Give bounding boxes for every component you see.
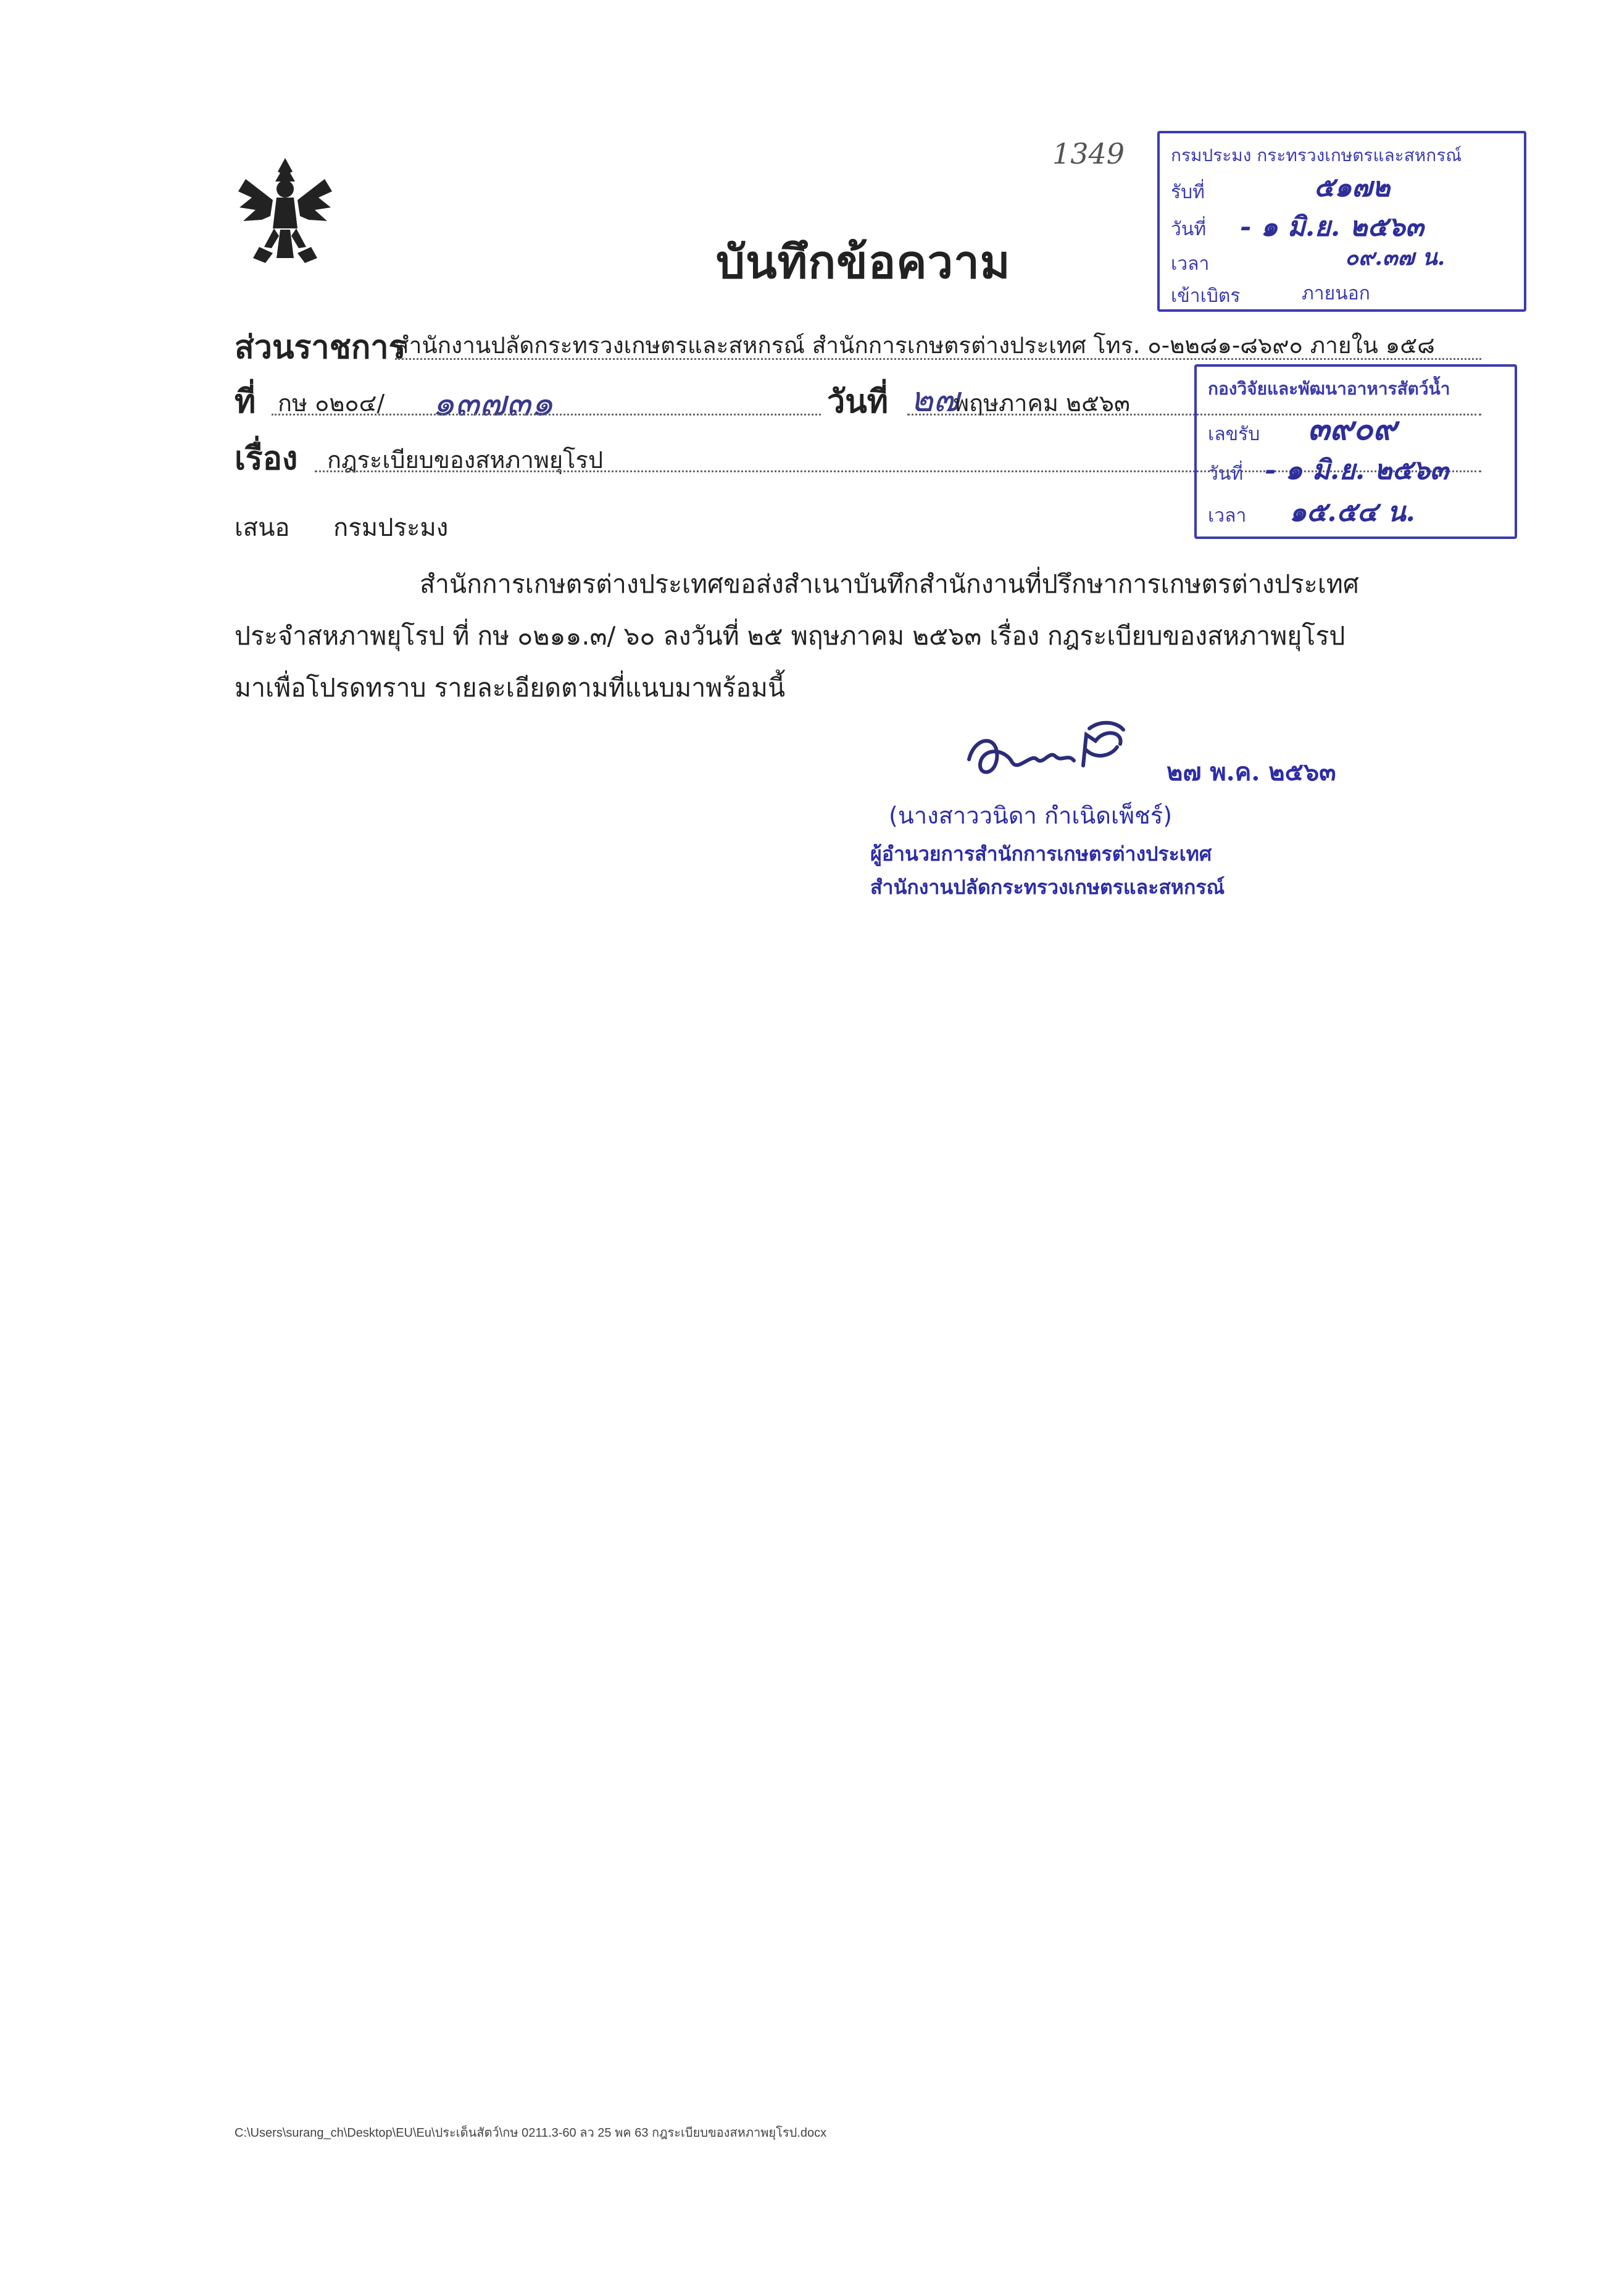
receipt-stamp-division	[1194, 364, 1517, 539]
signatory-position-1: ผู้อำนวยการสำนักการเกษตรต่างประเทศ	[870, 842, 1212, 866]
ref-label: ที่	[235, 383, 256, 420]
date-value: พฤษภาคม ๒๕๖๓	[954, 390, 1130, 417]
subject-label: เรื่อง	[235, 440, 298, 477]
stamp1-date-value: - ๑ มิ.ย. ๒๕๖๓	[1240, 211, 1424, 243]
ref-value: กษ ๐๒๐๔/	[278, 390, 385, 417]
stamp1-date-label: วันที่	[1171, 219, 1207, 240]
date-handwritten: ๒๗	[910, 380, 960, 420]
stamp1-recv-label: รับที่	[1171, 182, 1205, 203]
stamp1-header: กรมประมง กระทรวงเกษตรและสหกรณ์	[1171, 145, 1462, 165]
stamp2-recv-label: เลขรับ	[1208, 424, 1260, 445]
stamp2-date-value: - ๑ มิ.ย. ๒๕๖๓	[1265, 454, 1449, 486]
stamp2-time-value: ๑๕.๕๔ น.	[1289, 496, 1415, 528]
stamp1-via-value: ภายนอก	[1302, 283, 1370, 304]
body-line-2: ประจำสหภาพยุโรป ที่ กษ ๐๒๑๑.๓/ ๖๐ ลงวันที่ ๒๕ พฤษภาคม ๒๕๖๓ เรื่อง กฎระเบียบของสหภาพยุโรป	[235, 621, 1345, 651]
department-label: ส่วนราชการ	[235, 329, 406, 366]
date-label: วันที่	[827, 383, 889, 420]
stamp2-time-label: เวลา	[1208, 505, 1247, 527]
to-label: เสนอ	[235, 514, 290, 542]
stamp1-via-label: เข้าเบิตร	[1171, 285, 1241, 307]
ref-dotline	[272, 414, 821, 415]
stamp1-time-label: เวลา	[1171, 253, 1210, 275]
receipt-stamp-ministry	[1157, 131, 1526, 312]
stamp1-recv-value: ๕๑๗๒	[1314, 172, 1391, 203]
to-value: กรมประมง	[333, 514, 449, 542]
ref-handwritten: ๑๓๗๓๑	[432, 382, 554, 424]
handwritten-signature	[963, 716, 1148, 784]
signatory-name: (นางสาววนิดา กำเนิดเพ็ชร์)	[889, 802, 1173, 829]
signature-date: ๒๗ พ.ค. ๒๕๖๓	[1167, 758, 1336, 787]
department-value: สำนักงานปลัดกระทรวงเกษตรและสหกรณ์ สำนักการเกษตรต่างประเทศ โทร. ๐-๒๒๘๑-๘๖๙๐ ภายใน ๑๕๘	[395, 332, 1435, 359]
stamp1-time-value: ๐๙.๓๗ น.	[1345, 244, 1445, 270]
stamp2-header: กองวิจัยและพัฒนาอาหารสัตว์น้ำ	[1208, 378, 1450, 399]
body-line-1: สำนักการเกษตรต่างประเทศขอส่งสำเนาบันทึกสำนักงานที่ปรึกษาการเกษตรต่างประเทศ	[420, 569, 1359, 599]
subject-value: กฎระเบียบของสหภาพยุโรป	[327, 446, 604, 474]
body-line-3: มาเพื่อโปรดทราบ รายละเอียดตามที่แนบมาพร้อมนี้	[235, 673, 785, 703]
department-dotline	[395, 358, 1481, 360]
signatory-position-2: สำนักงานปลัดกระทรวงเกษตรและสหกรณ์	[870, 875, 1225, 899]
stamp2-date-label: วันที่	[1208, 463, 1244, 485]
garuda-emblem-icon	[235, 154, 336, 265]
margin-note-number: 1349	[1052, 137, 1125, 170]
page-title: บันทึกข้อความ	[716, 236, 1011, 289]
file-path-footer: C:\Users\surang_ch\Desktop\EU\Eu\ประเด็นสัตว์\กษ 0211.3-60 ลว 25 พค 63 กฎระเบียบของสหภาพยุโรป.docx	[235, 2126, 827, 2140]
stamp2-recv-value: ๓๙๐๙	[1308, 410, 1397, 448]
